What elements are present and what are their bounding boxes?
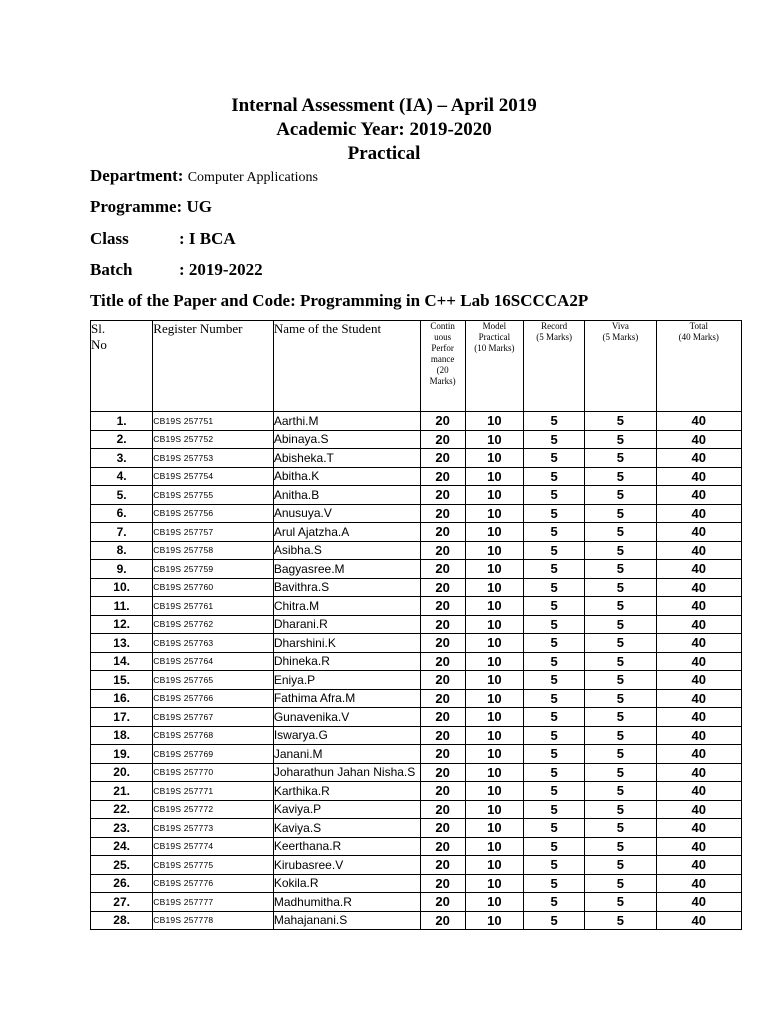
academic-year-heading: Academic Year: 2019-2020 <box>276 119 492 140</box>
sl-no-cell: 21. <box>91 782 153 801</box>
total-cell: 40 <box>656 874 741 893</box>
record-cell: 5 <box>523 856 584 875</box>
viva-cell: 5 <box>585 671 656 690</box>
table-row <box>91 523 742 542</box>
register-number-cell: CB19S 257777 <box>153 893 274 912</box>
practical-heading: Practical <box>347 143 421 164</box>
table-row <box>91 652 742 671</box>
viva-cell: 5 <box>585 560 656 579</box>
table-row <box>91 578 742 597</box>
continuous-performance-cell: 20 <box>420 541 465 560</box>
student-name-cell: Anitha.B <box>273 486 420 505</box>
continuous-performance-cell: 20 <box>420 671 465 690</box>
model-practical-cell: 10 <box>465 911 523 930</box>
register-number-cell: CB19S 257778 <box>153 911 274 930</box>
table-row <box>91 541 742 560</box>
register-number-cell: CB19S 257753 <box>153 449 274 468</box>
continuous-performance-cell: 20 <box>420 634 465 653</box>
class-line <box>90 228 236 250</box>
register-number-cell: CB19S 257758 <box>153 541 274 560</box>
student-name-cell: Madhumitha.R <box>273 893 420 912</box>
table-row <box>91 911 742 930</box>
table-row <box>91 893 742 912</box>
record-cell: 5 <box>523 819 584 838</box>
viva-cell: 5 <box>585 504 656 523</box>
model-practical-cell: 10 <box>465 763 523 782</box>
cont-header-line: (20 <box>436 365 449 375</box>
sl-no-cell: 5. <box>91 486 153 505</box>
register-number-cell: CB19S 257751 <box>153 412 274 431</box>
viva-cell: 5 <box>585 782 656 801</box>
programme-value: UG <box>186 197 212 216</box>
table-row <box>91 449 742 468</box>
sl-no-cell: 13. <box>91 634 153 653</box>
sl-header-line: No <box>91 337 107 352</box>
student-name-cell: Kaviya.P <box>273 800 420 819</box>
viva-cell: 5 <box>585 837 656 856</box>
col-header-record <box>523 321 584 412</box>
record-cell: 5 <box>523 874 584 893</box>
record-cell: 5 <box>523 486 584 505</box>
viva-cell: 5 <box>585 800 656 819</box>
sl-no-cell: 25. <box>91 856 153 875</box>
model-practical-cell: 10 <box>465 689 523 708</box>
viva-cell: 5 <box>585 597 656 616</box>
student-name-cell: Keerthana.R <box>273 837 420 856</box>
register-number-cell: CB19S 257762 <box>153 615 274 634</box>
register-number-cell: CB19S 257752 <box>153 430 274 449</box>
continuous-performance-cell: 20 <box>420 726 465 745</box>
paper-title-label: Title of the Paper and Code: <box>90 291 296 310</box>
viva-cell: 5 <box>585 874 656 893</box>
record-cell: 5 <box>523 449 584 468</box>
register-number-cell: CB19S 257772 <box>153 800 274 819</box>
table-row <box>91 615 742 634</box>
paper-title-value: Programming in C++ Lab 16SCCCA2P <box>299 291 589 310</box>
viva-cell: 5 <box>585 652 656 671</box>
total-cell: 40 <box>656 708 741 727</box>
record-cell: 5 <box>523 689 584 708</box>
table-row <box>91 430 742 449</box>
table-row <box>91 689 742 708</box>
student-name-cell: Dharshini.K <box>273 634 420 653</box>
total-cell: 40 <box>656 430 741 449</box>
record-cell: 5 <box>523 597 584 616</box>
sl-no-cell: 6. <box>91 504 153 523</box>
student-name-cell: Anusuya.V <box>273 504 420 523</box>
record-cell: 5 <box>523 652 584 671</box>
continuous-performance-cell: 20 <box>420 893 465 912</box>
total-cell: 40 <box>656 578 741 597</box>
model-practical-cell: 10 <box>465 726 523 745</box>
student-name-cell: Chitra.M <box>273 597 420 616</box>
model-header-line: Practical <box>478 332 511 342</box>
continuous-performance-cell: 20 <box>420 652 465 671</box>
record-cell: 5 <box>523 782 584 801</box>
model-practical-cell: 10 <box>465 504 523 523</box>
register-number-cell: CB19S 257761 <box>153 597 274 616</box>
model-practical-cell: 10 <box>465 449 523 468</box>
student-name-cell: Iswarya.G <box>273 726 420 745</box>
student-name-cell: Abinaya.S <box>273 430 420 449</box>
model-practical-cell: 10 <box>465 874 523 893</box>
table-row <box>91 726 742 745</box>
register-number-cell: CB19S 257768 <box>153 726 274 745</box>
sl-no-cell: 20. <box>91 763 153 782</box>
register-number-cell: CB19S 257766 <box>153 689 274 708</box>
total-cell: 40 <box>656 560 741 579</box>
continuous-performance-cell: 20 <box>420 911 465 930</box>
sl-no-cell: 8. <box>91 541 153 560</box>
total-cell: 40 <box>656 449 741 468</box>
total-cell: 40 <box>656 689 741 708</box>
sl-no-cell: 18. <box>91 726 153 745</box>
record-cell: 5 <box>523 615 584 634</box>
sl-no-cell: 24. <box>91 837 153 856</box>
record-cell: 5 <box>523 893 584 912</box>
batch-line <box>90 259 263 281</box>
sl-no-cell: 16. <box>91 689 153 708</box>
continuous-performance-cell: 20 <box>420 560 465 579</box>
record-cell: 5 <box>523 763 584 782</box>
model-practical-cell: 10 <box>465 615 523 634</box>
viva-cell: 5 <box>585 745 656 764</box>
continuous-performance-cell: 20 <box>420 597 465 616</box>
viva-cell: 5 <box>585 726 656 745</box>
total-cell: 40 <box>656 467 741 486</box>
continuous-performance-cell: 20 <box>420 467 465 486</box>
viva-cell: 5 <box>585 412 656 431</box>
model-practical-cell: 10 <box>465 671 523 690</box>
table-row <box>91 782 742 801</box>
viva-cell: 5 <box>585 634 656 653</box>
total-header-line: Total <box>689 321 708 331</box>
record-cell: 5 <box>523 800 584 819</box>
record-cell: 5 <box>523 578 584 597</box>
model-header-line: Model <box>482 321 507 331</box>
sl-no-cell: 2. <box>91 430 153 449</box>
model-header-line: (10 Marks) <box>474 343 515 353</box>
total-cell: 40 <box>656 782 741 801</box>
student-name-cell: Dharani.R <box>273 615 420 634</box>
sl-no-cell: 14. <box>91 652 153 671</box>
batch-label: Batch <box>90 260 133 279</box>
record-header-line: (5 Marks) <box>536 332 572 342</box>
total-cell: 40 <box>656 597 741 616</box>
total-cell: 40 <box>656 615 741 634</box>
model-practical-cell: 10 <box>465 634 523 653</box>
record-cell: 5 <box>523 523 584 542</box>
record-cell: 5 <box>523 708 584 727</box>
record-cell: 5 <box>523 911 584 930</box>
record-cell: 5 <box>523 745 584 764</box>
col-header-student-name: Name of the Student <box>273 321 420 412</box>
total-cell: 40 <box>656 652 741 671</box>
total-cell: 40 <box>656 523 741 542</box>
continuous-performance-cell: 20 <box>420 486 465 505</box>
table-row <box>91 856 742 875</box>
model-practical-cell: 10 <box>465 578 523 597</box>
programme-label: Programme: <box>90 197 183 216</box>
cont-header-line: uous <box>434 332 452 342</box>
register-number-cell: CB19S 257769 <box>153 745 274 764</box>
table-row <box>91 763 742 782</box>
table-row <box>91 504 742 523</box>
model-practical-cell: 10 <box>465 782 523 801</box>
register-number-cell: CB19S 257764 <box>153 652 274 671</box>
register-number-cell: CB19S 257756 <box>153 504 274 523</box>
record-cell: 5 <box>523 412 584 431</box>
sl-no-cell: 3. <box>91 449 153 468</box>
student-name-cell: Joharathun Jahan Nisha.S <box>273 763 420 782</box>
student-name-cell: Mahajanani.S <box>273 911 420 930</box>
paper-title-line <box>90 290 588 312</box>
student-name-cell: Kirubasree.V <box>273 856 420 875</box>
table-row <box>91 467 742 486</box>
model-practical-cell: 10 <box>465 819 523 838</box>
continuous-performance-cell: 20 <box>420 800 465 819</box>
model-practical-cell: 10 <box>465 893 523 912</box>
record-cell: 5 <box>523 504 584 523</box>
department-line <box>90 165 318 189</box>
register-number-cell: CB19S 257771 <box>153 782 274 801</box>
sl-no-cell: 22. <box>91 800 153 819</box>
record-cell: 5 <box>523 837 584 856</box>
sl-no-cell: 11. <box>91 597 153 616</box>
record-cell: 5 <box>523 560 584 579</box>
register-number-cell: CB19S 257763 <box>153 634 274 653</box>
register-number-cell: CB19S 257760 <box>153 578 274 597</box>
total-cell: 40 <box>656 412 741 431</box>
model-practical-cell: 10 <box>465 430 523 449</box>
continuous-performance-cell: 20 <box>420 837 465 856</box>
total-cell: 40 <box>656 763 741 782</box>
sl-header-line: Sl. <box>91 321 106 336</box>
col-header-model-practical <box>465 321 523 412</box>
class-value: : I BCA <box>179 229 236 248</box>
viva-cell: 5 <box>585 449 656 468</box>
viva-cell: 5 <box>585 856 656 875</box>
cont-header-line: Contin <box>430 321 455 331</box>
col-header-viva <box>585 321 656 412</box>
register-number-cell: CB19S 257759 <box>153 560 274 579</box>
sl-no-cell: 15. <box>91 671 153 690</box>
record-cell: 5 <box>523 541 584 560</box>
total-header-line: (40 Marks) <box>678 332 719 342</box>
viva-cell: 5 <box>585 911 656 930</box>
student-name-cell: Abisheka.T <box>273 449 420 468</box>
document-title: Internal Assessment (IA) – April 2019 <box>231 95 537 116</box>
continuous-performance-cell: 20 <box>420 449 465 468</box>
table-row <box>91 708 742 727</box>
model-practical-cell: 10 <box>465 560 523 579</box>
sl-no-cell: 17. <box>91 708 153 727</box>
register-number-cell: CB19S 257767 <box>153 708 274 727</box>
model-practical-cell: 10 <box>465 745 523 764</box>
continuous-performance-cell: 20 <box>420 615 465 634</box>
viva-cell: 5 <box>585 893 656 912</box>
continuous-performance-cell: 20 <box>420 523 465 542</box>
total-cell: 40 <box>656 819 741 838</box>
student-name-cell: Abitha.K <box>273 467 420 486</box>
total-cell: 40 <box>656 726 741 745</box>
department-label: Department: <box>90 166 184 185</box>
continuous-performance-cell: 20 <box>420 412 465 431</box>
table-body <box>91 412 742 930</box>
record-cell: 5 <box>523 671 584 690</box>
table-row <box>91 412 742 431</box>
col-header-total <box>656 321 741 412</box>
viva-cell: 5 <box>585 523 656 542</box>
viva-cell: 5 <box>585 708 656 727</box>
model-practical-cell: 10 <box>465 652 523 671</box>
record-cell: 5 <box>523 726 584 745</box>
model-practical-cell: 10 <box>465 541 523 560</box>
viva-cell: 5 <box>585 467 656 486</box>
table-row <box>91 874 742 893</box>
student-name-cell: Kokila.R <box>273 874 420 893</box>
batch-value: : 2019-2022 <box>179 260 263 279</box>
continuous-performance-cell: 20 <box>420 708 465 727</box>
viva-cell: 5 <box>585 689 656 708</box>
cont-header-line: Perfor <box>431 343 454 353</box>
model-practical-cell: 10 <box>465 523 523 542</box>
register-number-cell: CB19S 257754 <box>153 467 274 486</box>
total-cell: 40 <box>656 541 741 560</box>
table-row <box>91 486 742 505</box>
cont-header-line: mance <box>430 354 455 364</box>
total-cell: 40 <box>656 837 741 856</box>
sl-no-cell: 26. <box>91 874 153 893</box>
model-practical-cell: 10 <box>465 467 523 486</box>
class-label: Class <box>90 229 129 248</box>
continuous-performance-cell: 20 <box>420 782 465 801</box>
continuous-performance-cell: 20 <box>420 819 465 838</box>
viva-cell: 5 <box>585 486 656 505</box>
student-name-cell: Eniya.P <box>273 671 420 690</box>
continuous-performance-cell: 20 <box>420 745 465 764</box>
student-name-cell: Janani.M <box>273 745 420 764</box>
sl-no-cell: 28. <box>91 911 153 930</box>
viva-cell: 5 <box>585 578 656 597</box>
register-number-cell: CB19S 257770 <box>153 763 274 782</box>
col-header-continuous-performance <box>420 321 465 412</box>
total-cell: 40 <box>656 671 741 690</box>
student-name-cell: Fathima Afra.M <box>273 689 420 708</box>
viva-header-line: (5 Marks) <box>602 332 639 342</box>
sl-no-cell: 12. <box>91 615 153 634</box>
total-cell: 40 <box>656 634 741 653</box>
register-number-cell: CB19S 257773 <box>153 819 274 838</box>
sl-no-cell: 10. <box>91 578 153 597</box>
sl-no-cell: 4. <box>91 467 153 486</box>
viva-cell: 5 <box>585 615 656 634</box>
record-cell: 5 <box>523 634 584 653</box>
cont-header-line: Marks) <box>429 376 456 386</box>
viva-cell: 5 <box>585 819 656 838</box>
record-cell: 5 <box>523 467 584 486</box>
programme-line <box>90 196 212 218</box>
model-practical-cell: 10 <box>465 856 523 875</box>
col-header-sl-no <box>91 321 153 412</box>
register-number-cell: CB19S 257757 <box>153 523 274 542</box>
record-header-line: Record <box>541 321 568 331</box>
student-name-cell: Bavithra.S <box>273 578 420 597</box>
col-header-register-number: Register Number <box>153 321 274 412</box>
sl-no-cell: 1. <box>91 412 153 431</box>
viva-cell: 5 <box>585 763 656 782</box>
table-row <box>91 560 742 579</box>
student-name-cell: Aarthi.M <box>273 412 420 431</box>
student-name-cell: Kaviya.S <box>273 819 420 838</box>
student-name-cell: Gunavenika.V <box>273 708 420 727</box>
student-name-cell: Arul Ajatzha.A <box>273 523 420 542</box>
sl-no-cell: 7. <box>91 523 153 542</box>
sl-no-cell: 19. <box>91 745 153 764</box>
table-row <box>91 634 742 653</box>
student-name-cell: Asibha.S <box>273 541 420 560</box>
sl-no-cell: 23. <box>91 819 153 838</box>
continuous-performance-cell: 20 <box>420 430 465 449</box>
register-number-cell: CB19S 257755 <box>153 486 274 505</box>
model-practical-cell: 10 <box>465 597 523 616</box>
model-practical-cell: 10 <box>465 800 523 819</box>
model-practical-cell: 10 <box>465 486 523 505</box>
student-name-cell: Dhineka.R <box>273 652 420 671</box>
register-number-cell: CB19S 257775 <box>153 856 274 875</box>
continuous-performance-cell: 20 <box>420 874 465 893</box>
total-cell: 40 <box>656 745 741 764</box>
continuous-performance-cell: 20 <box>420 856 465 875</box>
table-row <box>91 837 742 856</box>
table-row <box>91 745 742 764</box>
total-cell: 40 <box>656 856 741 875</box>
continuous-performance-cell: 20 <box>420 763 465 782</box>
continuous-performance-cell: 20 <box>420 689 465 708</box>
student-name-cell: Karthika.R <box>273 782 420 801</box>
register-number-cell: CB19S 257774 <box>153 837 274 856</box>
viva-cell: 5 <box>585 541 656 560</box>
total-cell: 40 <box>656 800 741 819</box>
register-number-cell: CB19S 257776 <box>153 874 274 893</box>
sl-no-cell: 9. <box>91 560 153 579</box>
table-row <box>91 671 742 690</box>
table-row <box>91 819 742 838</box>
total-cell: 40 <box>656 504 741 523</box>
marks-table <box>90 320 742 930</box>
sl-no-cell: 27. <box>91 893 153 912</box>
model-practical-cell: 10 <box>465 708 523 727</box>
table-header-row <box>91 321 742 412</box>
total-cell: 40 <box>656 911 741 930</box>
viva-cell: 5 <box>585 430 656 449</box>
continuous-performance-cell: 20 <box>420 504 465 523</box>
register-number-cell: CB19S 257765 <box>153 671 274 690</box>
record-cell: 5 <box>523 430 584 449</box>
total-cell: 40 <box>656 893 741 912</box>
model-practical-cell: 10 <box>465 412 523 431</box>
department-value: Computer Applications <box>187 170 318 185</box>
table-row <box>91 800 742 819</box>
model-practical-cell: 10 <box>465 837 523 856</box>
total-cell: 40 <box>656 486 741 505</box>
table-row <box>91 597 742 616</box>
student-name-cell: Bagyasree.M <box>273 560 420 579</box>
viva-header-line: Viva <box>611 321 629 331</box>
continuous-performance-cell: 20 <box>420 578 465 597</box>
